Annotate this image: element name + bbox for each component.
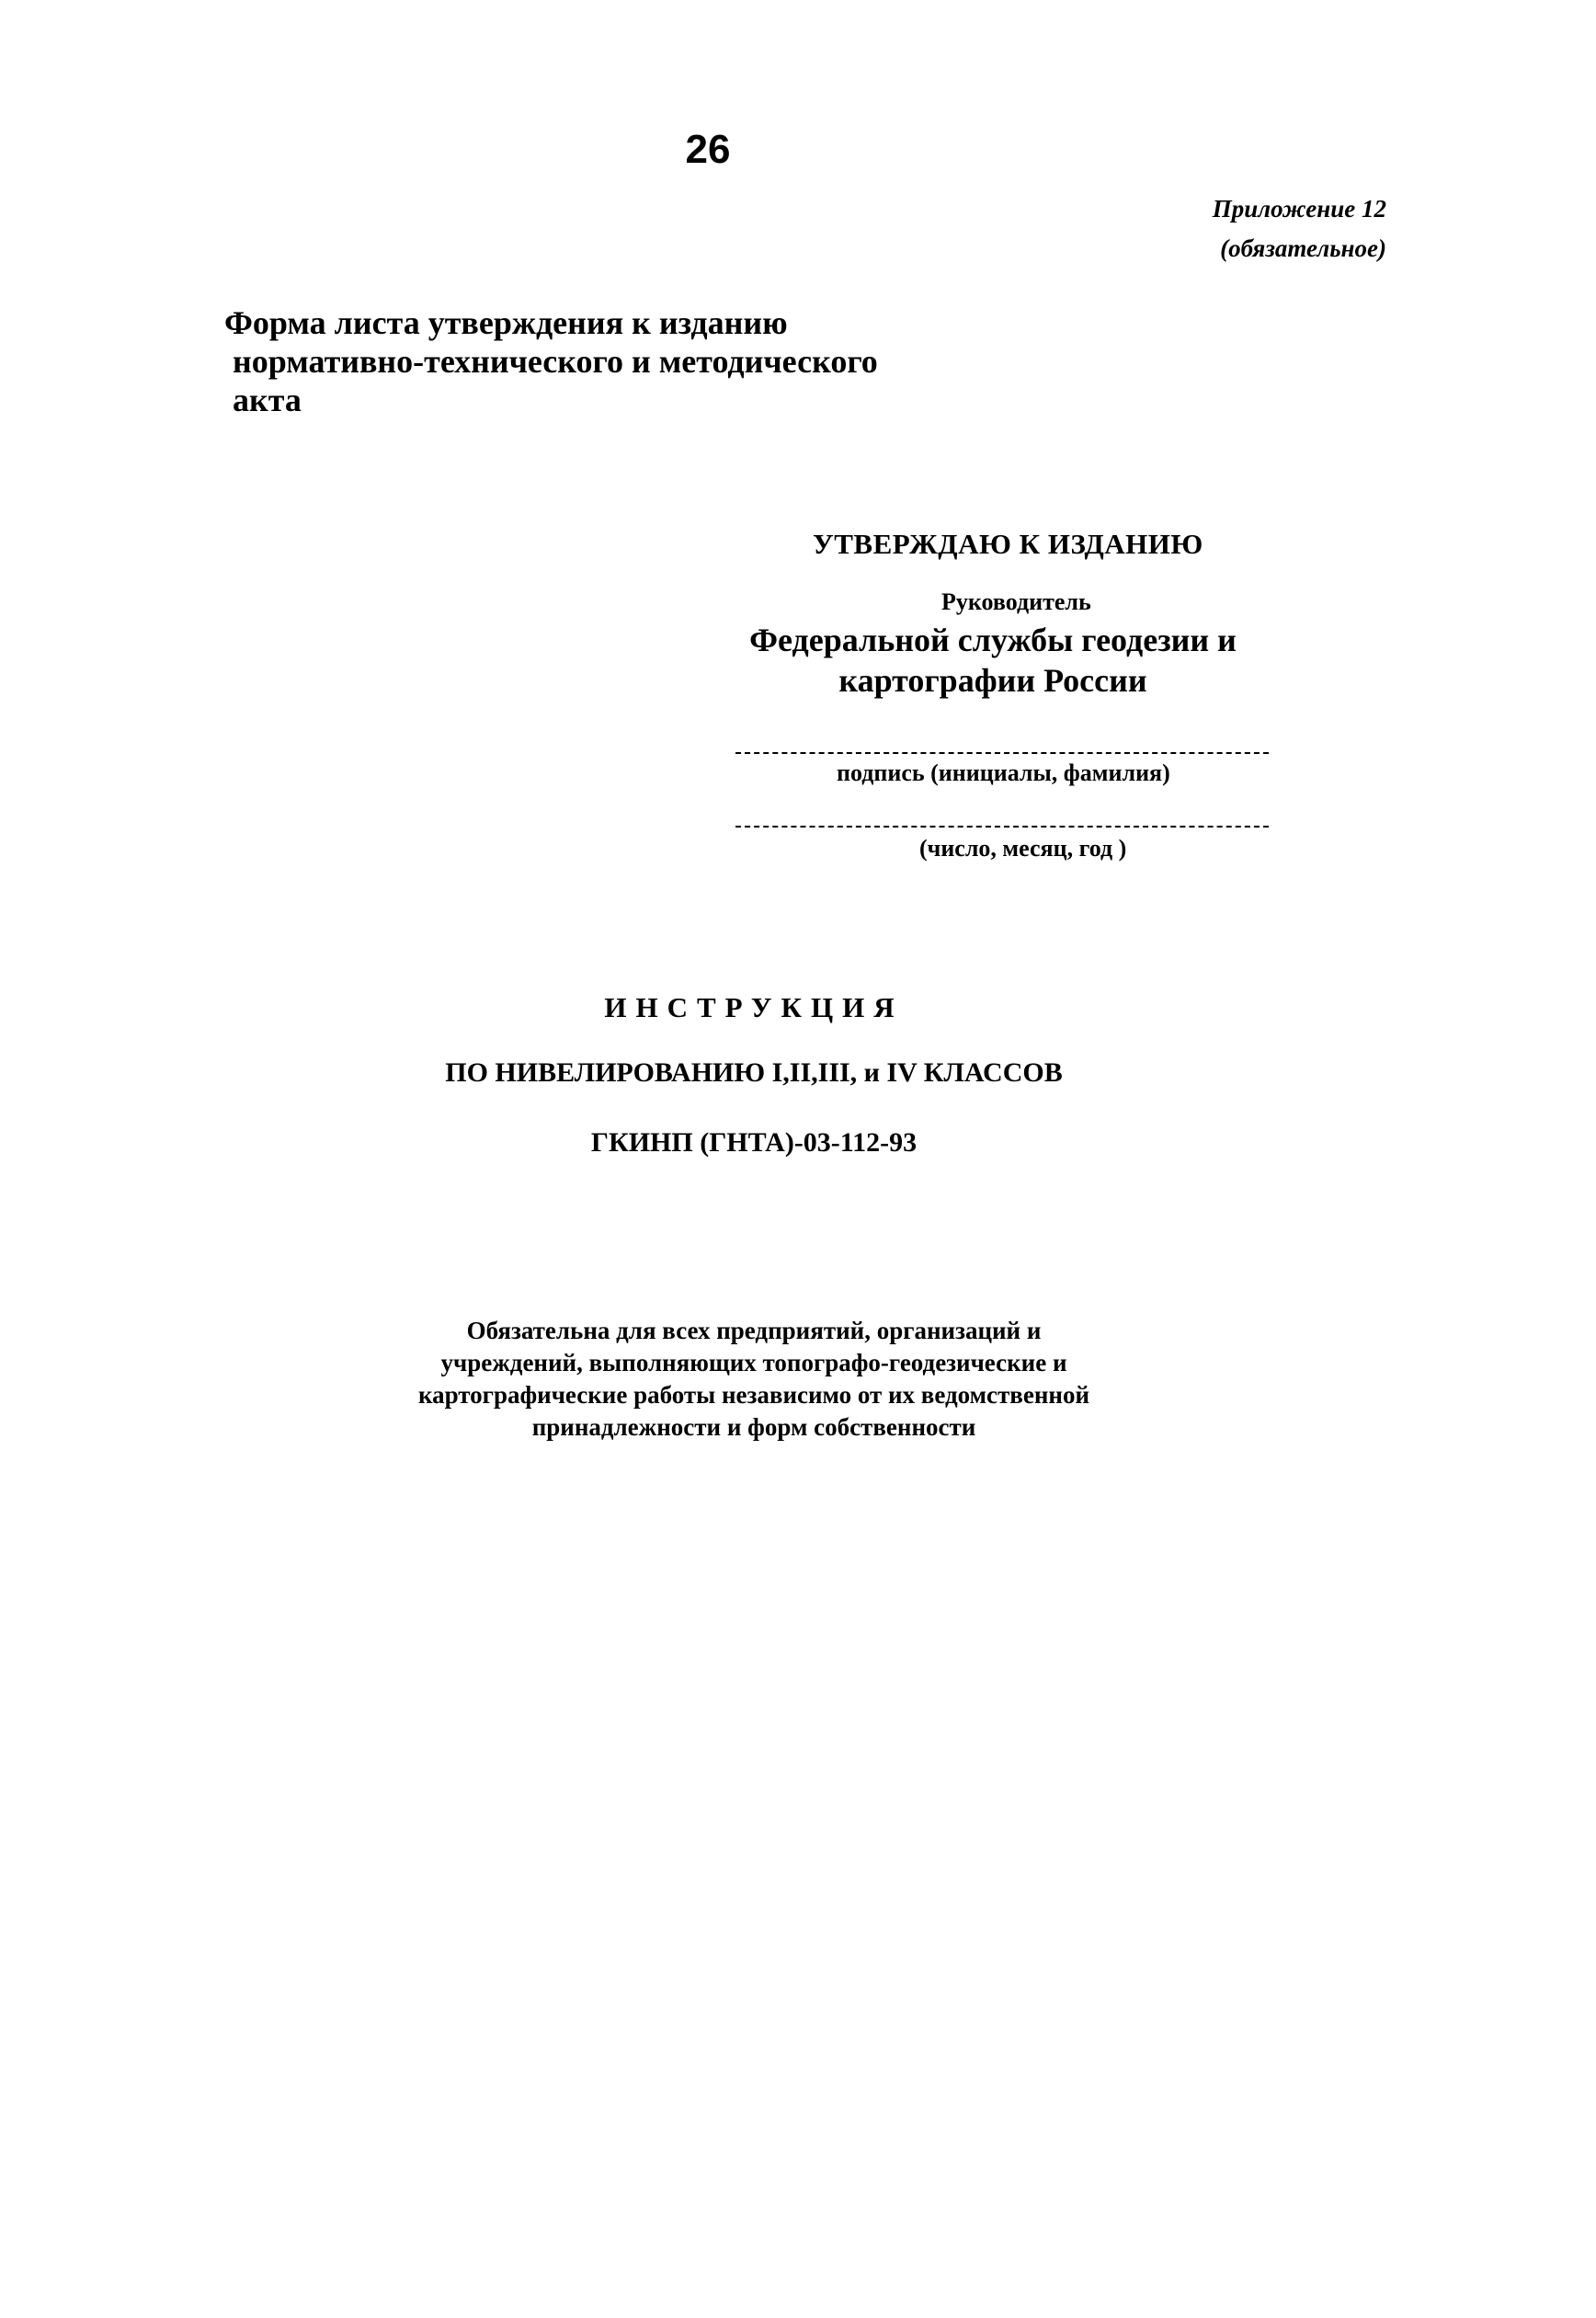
appendix-status: (обязательное) [1220, 234, 1386, 262]
appendix-label [1213, 189, 1386, 268]
appendix-number: Приложение 12 [1212, 195, 1386, 223]
page-number: 26 [685, 127, 731, 172]
instruction-title: ИНСТРУКЦИЯ [604, 991, 904, 1023]
signature-caption: подпись (инициалы, фамилия) [837, 759, 1170, 786]
signature-line [735, 752, 1269, 754]
applicability-line: картографические работы независимо от их ведомственной [417, 1381, 1090, 1409]
form-title-line: нормативно-технического и методического [233, 343, 878, 380]
instruction-code: ГКИНП (ГНТА)-03-112-93 [590, 1127, 918, 1158]
form-title-line: акта [233, 382, 302, 418]
approver-organization [717, 620, 1269, 701]
approver-organization-line: картографии России [838, 662, 1147, 699]
date-caption: (число, месяц, год ) [919, 835, 1127, 862]
applicability-line: принадлежности и форм собственности [531, 1413, 976, 1441]
form-title [224, 303, 923, 419]
form-title-line: Форма листа утверждения к изданию [224, 304, 788, 341]
date-line [735, 826, 1269, 828]
instruction-subtitle: ПО НИВЕЛИРОВАНИЮ I,II,III, и IV КЛАССОВ [445, 1057, 1063, 1088]
approval-heading: УТВЕРЖДАЮ К ИЗДАНИЮ [813, 528, 1203, 560]
approver-organization-line: Федеральной службы геодезии и [749, 622, 1237, 658]
approver-role: Руководитель [941, 588, 1091, 615]
applicability-statement [0, 1315, 1508, 1444]
applicability-line: учреждений, выполняющих топографо-геодезические и [440, 1349, 1067, 1376]
applicability-line: Обязательна для всех предприятий, организаций и [466, 1317, 1042, 1344]
